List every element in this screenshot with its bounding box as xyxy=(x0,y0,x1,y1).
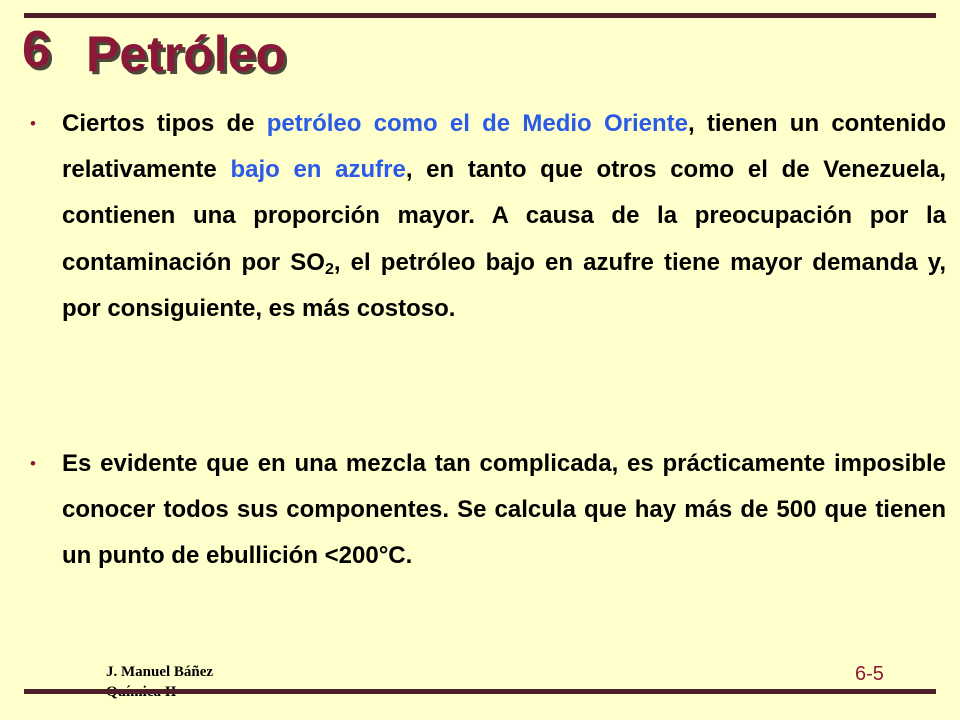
footer-author xyxy=(106,662,213,702)
author-name: J. Manuel Báñez xyxy=(106,664,214,680)
chapter-number: 6 xyxy=(22,21,51,79)
highlighted-text: petróleo como el de Medio Oriente xyxy=(266,110,688,137)
slide-title: Petróleo xyxy=(86,26,287,82)
bottom-divider xyxy=(24,689,936,694)
top-divider xyxy=(24,13,936,18)
bullet-text: Es evidente que en una mezcla tan complicada, es prácticamente imposible conocer todos sus componentes. Se calcula que hay más de 500 que tienen un punto de ebullición <200°C. xyxy=(62,450,946,570)
highlighted-text: bajo en azufre xyxy=(230,156,406,184)
bullet-dot-icon: • xyxy=(30,454,36,473)
bullet-text: Ciertos tipos de petróleo como el de Medio Oriente, tienen un contenido relativamente bajo en azufre, en tanto que otros como el de Venezuela, contienen una proporción mayor. A causa de la preocupación por la contaminación por $SO_2$, el petróleo bajo en azufre tiene mayor demanda y, por consiguiente, es más costoso. xyxy=(62,110,947,322)
slide-number: 6-5 xyxy=(855,663,884,685)
subscript: 2 xyxy=(324,260,334,278)
bullet-item xyxy=(30,441,946,580)
bullet-dot-icon: • xyxy=(30,114,36,133)
bullet-item xyxy=(30,101,947,332)
